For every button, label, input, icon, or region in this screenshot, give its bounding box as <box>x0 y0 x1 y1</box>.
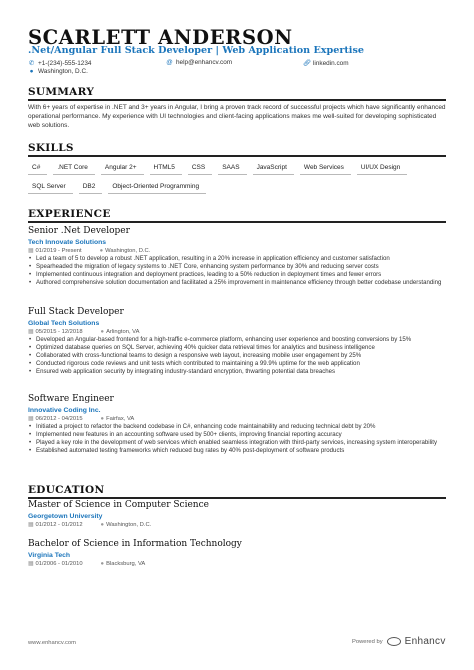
job-entry <box>28 307 446 376</box>
education-entry <box>28 500 446 528</box>
education-meta <box>28 522 446 528</box>
summary-text: With 6+ years of expertise in .NET and 3+ years in Angular, I bring a proven track record of successful projects which have significantly enhanced operational performance. My experience with UI technologies and client-facing applications makes me well-suited for developing sophisticated web solutions. <box>28 104 446 130</box>
location-pin-icon: ● <box>100 329 105 335</box>
skills-heading: SKILLS <box>28 142 74 154</box>
contact-linkedin[interactable] <box>303 59 349 67</box>
job-location: Fairfax, VA <box>106 416 135 422</box>
skill-chip: Web Services <box>300 164 351 175</box>
job-bullet: • Authored comprehensive solution documentation and facilitated a 25% improvement in maintenance efficiency through better codebase understanding <box>28 279 446 287</box>
powered-by-label: Powered by <box>352 638 383 645</box>
experience-divider <box>28 221 446 223</box>
contact-email[interactable] <box>166 59 232 66</box>
education-heading: EDUCATION <box>28 484 105 496</box>
job-bullet: • Implemented continuous integration and deployment practices, leading to a 50% reduction in deployment times and fewer errors <box>28 271 446 279</box>
skills-row <box>28 164 413 175</box>
summary-divider <box>28 99 446 101</box>
location-pin-icon: ● <box>100 561 105 567</box>
job-meta <box>28 329 446 335</box>
job-bullet: • Led a team of 5 to develop a robust .NET application, resulting in a 20% increase in application efficiency and customer satisfaction <box>28 255 446 263</box>
job-location: Washington, D.C. <box>105 248 151 254</box>
footer-website[interactable]: www.enhancv.com <box>28 640 76 646</box>
location-pin-icon: ● <box>100 416 105 422</box>
job-bullet: • Established automated testing frameworks which reduced bug rates by 40% post-deployment of software products <box>28 447 446 455</box>
job-title: Software Engineer <box>28 394 114 404</box>
school-name: Georgetown University <box>28 513 103 520</box>
job-meta <box>28 248 446 254</box>
skills-row <box>28 183 212 194</box>
school-name: Virginia Tech <box>28 552 71 559</box>
location-pin-icon: ● <box>99 248 104 254</box>
skill-chip: C# <box>28 164 47 175</box>
job-bullet: • Ensured web application security by integrating industry-standard encryption, thwarting potential data breaches <box>28 368 446 376</box>
skill-chip: Angular 2+ <box>101 164 144 175</box>
at-icon: @ <box>166 59 173 66</box>
job-bullets <box>28 423 446 455</box>
education-location: Blacksburg, VA <box>106 561 146 567</box>
summary-heading: SUMMARY <box>28 86 95 98</box>
brand-name: Enhancv <box>404 636 446 647</box>
candidate-headline: .Net/Angular Full Stack Developer | Web Application Expertise <box>28 45 364 56</box>
footer-branding <box>352 636 446 647</box>
skill-chip: SQL Server <box>28 183 73 194</box>
job-bullet: • Conducted rigorous code reviews and unit tests which contributed to maintaining a 99.9% uptime for the web application <box>28 360 446 368</box>
calendar-icon: ▦ <box>28 416 34 422</box>
location-text: Washington, D.C. <box>38 68 88 75</box>
candidate-name: SCARLETT ANDERSON <box>28 26 293 49</box>
skills-divider <box>28 155 446 157</box>
job-bullet: • Initiated a project to refactor the backend codebase in C#, enhancing code maintainability and reducing technical debt by 20% <box>28 423 446 431</box>
enhancv-logo-icon <box>387 637 401 646</box>
job-title: Full Stack Developer <box>28 307 124 317</box>
calendar-icon: ▦ <box>28 329 34 335</box>
education-dates: 01/2012 - 01/2012 <box>35 522 83 528</box>
skill-chip: .NET Core <box>53 164 95 175</box>
education-location: Washington, D.C. <box>106 522 152 528</box>
job-title: Senior .Net Developer <box>28 226 130 236</box>
link-icon: 🔗︎ <box>303 60 312 67</box>
linkedin-text[interactable]: linkedin.com <box>313 59 349 67</box>
calendar-icon: ▦ <box>28 561 34 567</box>
job-meta <box>28 416 446 422</box>
job-bullet: • Collaborated with cross-functional teams to design a responsive web layout, increasing mobile user engagement by 25% <box>28 352 446 360</box>
skill-chip: CSS <box>188 164 212 175</box>
location-pin-icon: ● <box>29 68 34 75</box>
skill-chip: DB2 <box>79 183 103 194</box>
education-meta <box>28 561 446 567</box>
job-bullets <box>28 255 446 287</box>
job-dates: 01/2019 - Present <box>35 248 82 254</box>
job-bullet: • Developed an Angular-based frontend for a high-traffic e-commerce platform, enhancing user experience and boosting conversions by 15% <box>28 336 446 344</box>
skill-chip: UI/UX Design <box>357 164 407 175</box>
education-entry <box>28 539 446 567</box>
skill-chip: Object-Oriented Programming <box>108 183 206 194</box>
job-dates: 06/2012 - 04/2015 <box>35 416 83 422</box>
job-bullet: • Optimized database queries on SQL Server, achieving 40% quicker data retrieval times for analytics and business intelligence <box>28 344 446 352</box>
degree-title: Bachelor of Science in Information Technology <box>28 539 242 549</box>
location-pin-icon: ● <box>100 522 105 528</box>
degree-title: Master of Science in Computer Science <box>28 500 209 510</box>
job-bullet: • Spearheaded the migration of legacy systems to .NET Core, enhancing system performance by 30% and reducing server costs <box>28 263 446 271</box>
job-entry <box>28 226 446 287</box>
job-bullet: • Implemented new features in an accounting software used by 500+ clients, improving financial reporting accuracy <box>28 431 446 439</box>
job-bullet: • Played a key role in the development of web services which enabled seamless integration with third-party services, increasing system interoperability <box>28 439 446 447</box>
calendar-icon: ▦ <box>28 248 34 254</box>
education-dates: 01/2006 - 01/2010 <box>35 561 83 567</box>
company-name: Tech Innovate Solutions <box>28 239 107 246</box>
company-name: Global Tech Solutions <box>28 320 100 327</box>
skill-chip: JavaScript <box>253 164 294 175</box>
email-text[interactable]: help@enhancv.com <box>176 59 233 66</box>
skill-chip: SAAS <box>218 164 246 175</box>
phone-text: +1-(234)-555-1234 <box>38 59 92 67</box>
calendar-icon: ▦ <box>28 522 34 528</box>
job-dates: 05/2015 - 12/2018 <box>35 329 83 335</box>
experience-heading: EXPERIENCE <box>28 208 111 220</box>
company-name: Innovative Coding Inc. <box>28 407 101 414</box>
phone-icon: ✆ <box>28 60 35 67</box>
skill-chip: HTML5 <box>150 164 182 175</box>
education-divider <box>28 497 446 499</box>
job-location: Arlington, VA <box>106 329 140 335</box>
contact-phone <box>28 59 91 67</box>
contact-location <box>28 68 88 75</box>
job-bullets <box>28 336 446 376</box>
job-entry <box>28 394 446 455</box>
